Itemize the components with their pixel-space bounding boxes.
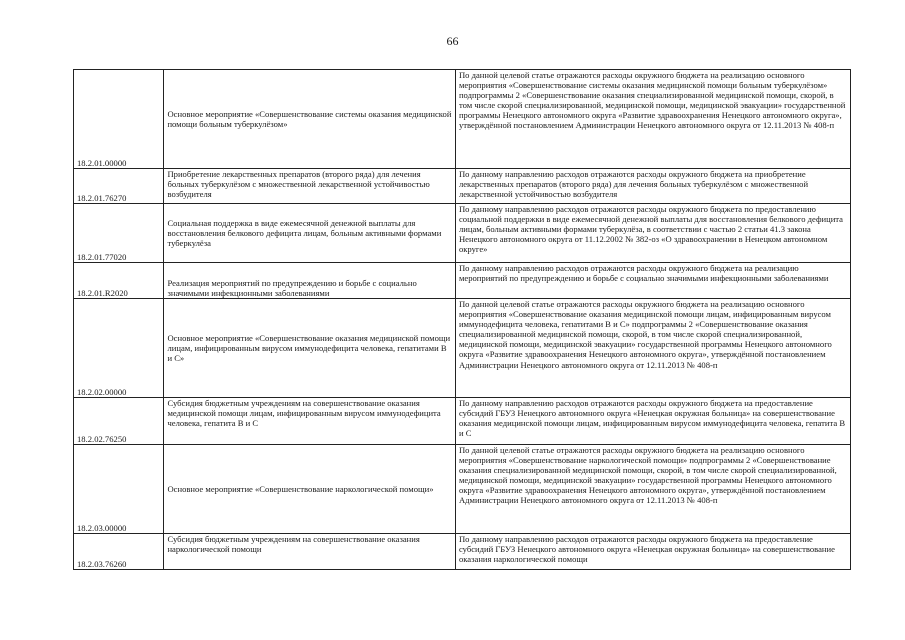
budget-classification-table (73, 69, 851, 570)
row-code: 18.2.01.77020 (74, 204, 164, 263)
row-description: По данному направлению расходов отражаются расходы окружного бюджета на предоставление субсидий ГБУЗ Ненецкого автономного округа «Ненецкая окружная больница» на совершенствование оказания медицинской помощи лицам, инфицированным вирусом иммунодефицита человека, гепатита B и C (455, 398, 850, 445)
row-name: Основное мероприятие «Совершенствование наркологической помощи» (164, 445, 456, 534)
table-row (74, 204, 851, 263)
table-row (74, 398, 851, 445)
row-name: Субсидия бюджетным учреждениям на совершенствование оказания наркологической помощи (164, 534, 456, 570)
row-code: 18.2.03.00000 (74, 445, 164, 534)
row-code: 18.2.03.76260 (74, 534, 164, 570)
row-name: Основное мероприятие «Совершенствование системы оказания медицинской помощи больным туберкулёзом» (164, 70, 456, 169)
table-row (74, 534, 851, 570)
row-description: По данной целевой статье отражаются расходы окружного бюджета на реализацию основного мероприятия «Совершенствование наркологической помощи» подпрограммы 2 «Совершенствование оказания специализированной медицинской помощи, скорой, в том числе скорой специализированной, медицинской помощи, медицинской эвакуации» государственной программы Ненецкого автономного округа «Развитие здравоохранения Ненецкого автономного округа», утверждённой постановлением Администрации Ненецкого автономного округа от 12.11.2013 № 408-п (455, 445, 850, 534)
row-code: 18.2.01.76270 (74, 169, 164, 204)
row-name: Субсидия бюджетным учреждениям на совершенствование оказания медицинской помощи лицам, инфицированным вирусом иммунодефицита человека, гепатита B и C (164, 398, 456, 445)
table-row (74, 445, 851, 534)
table-row (74, 169, 851, 204)
row-description: По данному направлению расходов отражаются расходы окружного бюджета на реализацию мероприятий по предупреждению и борьбе с социально значимыми инфекционными заболеваниями (455, 263, 850, 299)
row-name: Приобретение лекарственных препаратов (второго ряда) для лечения больных туберкулёзом с множественной лекарственной устойчивостью возбудителя (164, 169, 456, 204)
row-description: По данному направлению расходов отражаются расходы окружного бюджета на приобретение лекарственных препаратов (второго ряда) для лечения больных туберкулёзом с множественной лекарственной устойчивостью возбудителя (455, 169, 850, 204)
row-description: По данному направлению расходов отражаются расходы окружного бюджета на предоставление субсидий ГБУЗ Ненецкого автономного округа «Ненецкая окружная больница» на совершенствование оказания наркологической помощи (455, 534, 850, 570)
row-code: 18.2.01.R2020 (74, 263, 164, 299)
table-row (74, 263, 851, 299)
row-description: По данной целевой статье отражаются расходы окружного бюджета на реализацию основного мероприятия «Совершенствование оказания медицинской помощи лицам, инфицированным вирусом иммунодефицита человека, гепатитами B и C» подпрограммы 2 «Совершенствование оказания специализированной медицинской помощи, скорой, в том числе скорой специализированной, медицинской помощи, медицинской эвакуации» государственной программы Ненецкого автономного округа «Развитие здравоохранения Ненецкого автономного округа», утверждённой постановлением Администрации Ненецкого автономного округа от 12.11.2013 № 408-п (455, 299, 850, 398)
row-description: По данному направлению расходов отражаются расходы окружного бюджета по предоставлению социальной поддержки в виде ежемесячной денежной выплаты для восстановления белкового дефицита лицам, больным активными формами туберкулёза, в соответствии с частью 2 статьи 41.3 закона Ненецкого автономного округа от 11.12.2002 № 382-оз «О здравоохранении в Ненецком автономном округе» (455, 204, 850, 263)
table-row (74, 70, 851, 169)
row-code: 18.2.02.00000 (74, 299, 164, 398)
row-name: Реализация мероприятий по предупреждению и борьбе с социально значимыми инфекционными заболеваниями (164, 263, 456, 299)
row-name: Социальная поддержка в виде ежемесячной денежной выплаты для восстановления белкового дефицита лицам, больным активными формами туберкулёза (164, 204, 456, 263)
row-name: Основное мероприятие «Совершенствование оказания медицинской помощи лицам, инфицированным вирусом иммунодефицита человека, гепатитами B и C» (164, 299, 456, 398)
page-number: 66 (446, 34, 459, 48)
table-row (74, 299, 851, 398)
row-code: 18.2.01.00000 (74, 70, 164, 169)
row-description: По данной целевой статье отражаются расходы окружного бюджета на реализацию основного мероприятия «Совершенствование системы оказания медицинской помощи больным туберкулёзом» подпрограммы 2 «Совершенствование оказания специализированной медицинской помощи, скорой, в том числе скорой специализированной, медицинской помощи, медицинской эвакуации» государственной программы Ненецкого автономного округа «Развитие здравоохранения Ненецкого автономного округа», утверждённой постановлением Администрации Ненецкого автономного округа от 12.11.2013 № 408-п (455, 70, 850, 169)
row-code: 18.2.02.76250 (74, 398, 164, 445)
